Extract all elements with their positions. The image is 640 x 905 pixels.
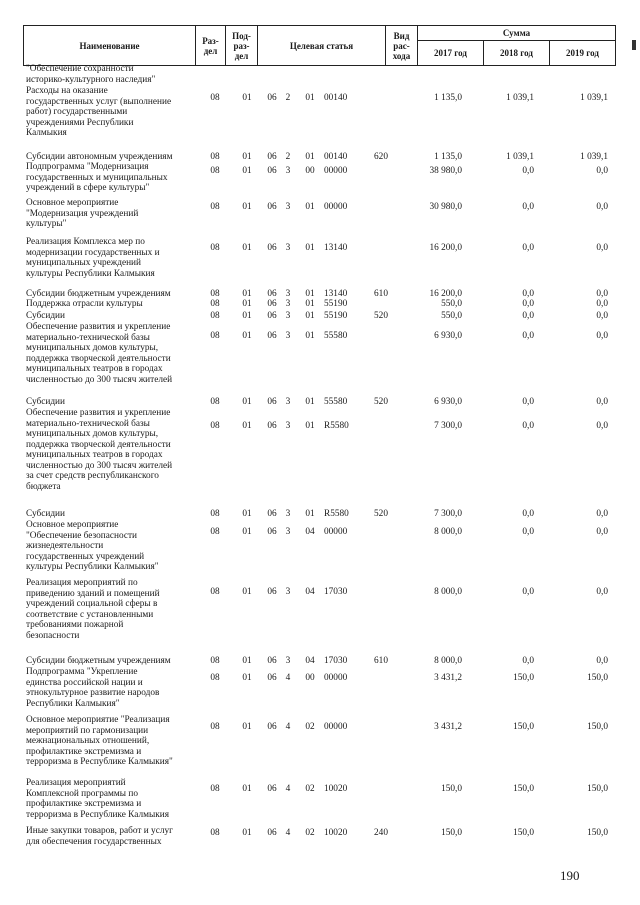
cell-s18: 1 039,1 [506, 152, 534, 162]
cell-razd: 08 [210, 722, 220, 732]
cell-s19: 0,0 [596, 397, 608, 407]
page-number: 190 [560, 868, 580, 883]
cell-s18: 0,0 [522, 397, 534, 407]
cell-s18: 150,0 [513, 673, 534, 683]
cell-podr: 01 [242, 421, 252, 431]
cell-p2: 2 [285, 93, 291, 103]
cell-razd: 08 [210, 166, 220, 176]
cell-vid: 520 [374, 311, 388, 321]
cell-p4: 17030 [324, 656, 348, 666]
row-name [26, 408, 196, 492]
row-name-line: учреждений в сфере культуры" [26, 183, 150, 193]
cell-s19: 0,0 [596, 243, 608, 253]
cell-s17: 7 300,0 [434, 509, 462, 519]
cell-p4: 13140 [324, 289, 348, 299]
header-target: Целевая статья [258, 26, 386, 66]
cell-podr: 01 [242, 509, 252, 519]
cell-razd: 08 [210, 397, 220, 407]
cell-p1: 06 [267, 587, 277, 597]
cell-p3: 04 [305, 587, 315, 597]
row-name-line: профилактике экстремизма и [26, 799, 142, 809]
cell-podr: 01 [242, 152, 252, 162]
cell-s17: 1 135,0 [434, 93, 462, 103]
header-2018: 2018 год [484, 41, 550, 66]
cell-s18: 150,0 [513, 722, 534, 732]
cell-s19: 0,0 [596, 299, 608, 309]
cell-p2: 3 [285, 311, 291, 321]
row-name-line: Реализация мероприятий по [26, 578, 138, 588]
cell-s18: 0,0 [522, 289, 534, 299]
cell-p1: 06 [267, 331, 277, 341]
cell-p2: 3 [285, 331, 291, 341]
cell-podr: 01 [242, 202, 252, 212]
cell-p1: 06 [267, 397, 277, 407]
cell-podr: 01 [242, 289, 252, 299]
cell-s17: 550,0 [441, 299, 462, 309]
cell-razd: 08 [210, 527, 220, 537]
cell-p3: 01 [305, 202, 315, 212]
cell-p3: 01 [305, 331, 315, 341]
cell-p3: 04 [305, 656, 315, 666]
row-name [26, 509, 196, 520]
cell-p1: 06 [267, 722, 277, 732]
row-name-line: Субсидии автономным учреждениям [26, 152, 173, 162]
cell-p4: 13140 [324, 243, 348, 253]
cell-p2: 3 [285, 397, 291, 407]
row-name-line: численностью до 300 тысяч жителей [26, 374, 173, 385]
cell-razd: 08 [210, 784, 220, 794]
cell-s18: 0,0 [522, 202, 534, 212]
row-name-line: единства российской нации и [26, 677, 143, 688]
cell-p4: 00000 [324, 673, 348, 683]
row-name-line: требованиями пожарной [26, 620, 124, 630]
cell-p1: 06 [267, 828, 277, 838]
row-name-line: бюджета [26, 481, 61, 492]
cell-p4: R5580 [324, 509, 349, 519]
cell-p3: 02 [305, 828, 315, 838]
header-podrazdel: Под- раз- дел [226, 26, 258, 66]
row-name [26, 715, 196, 768]
row-name-line: Основное мероприятие [26, 520, 119, 530]
cell-s19: 1 039,1 [580, 152, 608, 162]
cell-podr: 01 [242, 722, 252, 732]
row-name-line: муниципальных театров в городах [26, 450, 163, 460]
cell-razd: 08 [210, 331, 220, 341]
cell-s18: 0,0 [522, 421, 534, 431]
row-name-line: Поддержка отрасли культуры [26, 299, 143, 309]
cell-p4: 00000 [324, 166, 348, 176]
cell-s18: 0,0 [522, 527, 534, 537]
cell-vid: 240 [374, 828, 388, 838]
cell-s17: 150,0 [441, 828, 462, 838]
row-name [26, 520, 196, 573]
cell-p4: 55580 [324, 331, 348, 341]
cell-p3: 04 [305, 527, 315, 537]
cell-s18: 0,0 [522, 331, 534, 341]
row-name-line: культуры" [26, 219, 67, 229]
row-name-line: Основное мероприятие "Реализация [26, 715, 170, 725]
row-name-line: муниципальных учреждений [26, 258, 141, 268]
cell-s19: 0,0 [596, 166, 608, 176]
row-name-line: соответствие с установленными [26, 609, 154, 620]
cell-s17: 150,0 [441, 784, 462, 794]
cell-p1: 06 [267, 299, 277, 309]
cell-podr: 01 [242, 784, 252, 794]
cell-p2: 3 [285, 166, 291, 176]
cell-razd: 08 [210, 656, 220, 666]
header-name: Наименование [24, 26, 196, 66]
row-name-line: культуры Республики Калмыкия [26, 268, 155, 279]
cell-s18: 0,0 [522, 509, 534, 519]
cell-p1: 06 [267, 289, 277, 299]
row-name-line: поддержка творческой деятельности [26, 439, 171, 450]
cell-p3: 01 [305, 152, 315, 162]
cell-s17: 8 000,0 [434, 527, 462, 537]
row-name-line: Реализация Комплекса мер по [26, 237, 145, 247]
cell-s17: 8 000,0 [434, 656, 462, 666]
cell-p3: 00 [305, 166, 315, 176]
cell-s19: 0,0 [596, 311, 608, 321]
row-name-line: Реализация мероприятий [26, 778, 126, 788]
row-name [26, 397, 196, 408]
cell-p2: 2 [285, 152, 291, 162]
cell-razd: 08 [210, 509, 220, 519]
cell-razd: 08 [210, 421, 220, 431]
cell-s19: 0,0 [596, 331, 608, 341]
row-name [26, 826, 196, 847]
cell-vid: 610 [374, 656, 388, 666]
cell-s18: 0,0 [522, 311, 534, 321]
cell-podr: 01 [242, 656, 252, 666]
cell-p1: 06 [267, 166, 277, 176]
cell-p4: 00000 [324, 202, 348, 212]
cell-podr: 01 [242, 673, 252, 683]
cell-p3: 01 [305, 243, 315, 253]
cell-p4: 00140 [324, 93, 348, 103]
cell-s17: 1 135,0 [434, 152, 462, 162]
row-name-line: Подпрограмма "Модернизация [26, 162, 149, 172]
row-name-line: Расходы на оказание [26, 86, 108, 96]
row-name-line: государственных услуг (выполнение [26, 96, 172, 107]
cell-s17: 6 930,0 [434, 397, 462, 407]
cell-p1: 06 [267, 527, 277, 537]
row-name-line: терроризма в Республике Калмыкия" [26, 757, 173, 767]
cell-vid: 520 [374, 509, 388, 519]
row-name-line: мероприятий по гармонизации [26, 725, 149, 736]
row-name-line: работ) государственными [26, 107, 128, 117]
cell-s18: 0,0 [522, 656, 534, 666]
cell-s19: 0,0 [596, 656, 608, 666]
row-name [26, 778, 196, 820]
cell-p2: 3 [285, 587, 291, 597]
cell-s18: 150,0 [513, 828, 534, 838]
cell-podr: 01 [242, 299, 252, 309]
row-name-line: безопасности [26, 630, 80, 641]
row-name-line: Иные закупки товаров, работ и услуг [26, 826, 173, 836]
cell-p1: 06 [267, 509, 277, 519]
row-name [26, 667, 196, 709]
row-name-line: Основное мероприятие [26, 198, 119, 208]
row-name-line: материально-технической базы [26, 418, 150, 429]
row-name [26, 152, 196, 163]
row-name-line: за счет средств республиканского [26, 471, 159, 481]
row-name-line: модернизации государственных и [26, 247, 160, 258]
row-name-line: муниципальных театров в городах [26, 364, 163, 374]
row-name [26, 578, 196, 641]
row-name [26, 311, 196, 322]
row-name-line: Республики Калмыкия" [26, 698, 120, 709]
row-name-line: жизнедеятельности [26, 541, 104, 551]
row-name-line: муниципальных домов культуры, [26, 343, 159, 353]
row-name-line: "Обеспечение сохранности [26, 64, 134, 74]
cell-s19: 0,0 [596, 509, 608, 519]
cell-s18: 0,0 [522, 299, 534, 309]
cell-podr: 01 [242, 828, 252, 838]
cell-p4: R5580 [324, 421, 349, 431]
row-name-line: Обеспечение развития и укрепление [26, 408, 171, 418]
cell-s19: 0,0 [596, 289, 608, 299]
row-name-line: Субсидии [26, 509, 66, 519]
cell-s19: 150,0 [587, 673, 608, 683]
cell-s19: 0,0 [596, 202, 608, 212]
cell-p3: 02 [305, 722, 315, 732]
row-name-line: Субсидии бюджетным учреждениям [26, 656, 171, 666]
cell-p2: 4 [285, 784, 291, 794]
row-name-line: Субсидии [26, 311, 66, 321]
cell-podr: 01 [242, 93, 252, 103]
cell-s17: 30 980,0 [429, 202, 462, 212]
cell-vid: 620 [374, 152, 388, 162]
row-name [26, 289, 196, 300]
cell-razd: 08 [210, 243, 220, 253]
cell-s17: 6 930,0 [434, 331, 462, 341]
cell-p3: 01 [305, 93, 315, 103]
cell-razd: 08 [210, 289, 220, 299]
cell-podr: 01 [242, 243, 252, 253]
cell-s19: 0,0 [596, 527, 608, 537]
cell-p2: 3 [285, 421, 291, 431]
row-name-line: для обеспечения государственных [26, 836, 162, 847]
cell-razd: 08 [210, 587, 220, 597]
cell-s17: 550,0 [441, 311, 462, 321]
cell-podr: 01 [242, 587, 252, 597]
header-razdel: Раз- дел [196, 26, 226, 66]
cell-podr: 01 [242, 166, 252, 176]
cell-p4: 55190 [324, 299, 348, 309]
cell-s18: 1 039,1 [506, 93, 534, 103]
cell-p2: 3 [285, 243, 291, 253]
cell-p2: 3 [285, 202, 291, 212]
cell-s17: 7 300,0 [434, 421, 462, 431]
row-name-line: профилактике экстремизма и [26, 746, 142, 757]
cell-p2: 3 [285, 656, 291, 666]
row-name [26, 237, 196, 279]
row-name-line: учреждениями Республики [26, 117, 134, 128]
cell-p4: 00000 [324, 527, 348, 537]
cell-p4: 17030 [324, 587, 348, 597]
cell-p1: 06 [267, 673, 277, 683]
row-name-line: этнокультурное развитие народов [26, 688, 160, 698]
row-name-line: муниципальных домов культуры, [26, 429, 159, 439]
row-name-line: учреждений социальной сферы в [26, 599, 158, 609]
cell-p4: 00140 [324, 152, 348, 162]
cell-s19: 150,0 [587, 784, 608, 794]
cell-razd: 08 [210, 828, 220, 838]
row-name-line: материально-технической базы [26, 332, 150, 343]
row-name-line: Комплексной программы по [26, 788, 138, 799]
cell-s19: 1 039,1 [580, 93, 608, 103]
row-name [26, 162, 196, 194]
cell-p2: 3 [285, 289, 291, 299]
cell-podr: 01 [242, 331, 252, 341]
row-name-line: "Модернизация учреждений [26, 208, 139, 219]
cell-s17: 3 431,2 [434, 722, 462, 732]
row-name [26, 322, 196, 385]
cell-p3: 01 [305, 289, 315, 299]
row-name [26, 198, 196, 230]
cell-p3: 01 [305, 509, 315, 519]
cell-s18: 0,0 [522, 243, 534, 253]
cell-p3: 00 [305, 673, 315, 683]
row-name-line: культуры Республики Калмыкия" [26, 562, 159, 572]
cell-razd: 08 [210, 673, 220, 683]
cell-p2: 4 [285, 673, 291, 683]
cell-razd: 08 [210, 152, 220, 162]
cell-p4: 55190 [324, 311, 348, 321]
row-name-line: Субсидии бюджетным учреждениям [26, 289, 171, 299]
row-name-line: Субсидии [26, 397, 66, 407]
cell-p4: 10020 [324, 828, 348, 838]
row-name-line: Обеспечение развития и укрепление [26, 322, 171, 332]
cell-s17: 16 200,0 [429, 243, 462, 253]
row-name-line: "Обеспечение безопасности [26, 530, 138, 541]
cell-p3: 01 [305, 397, 315, 407]
cell-p2: 4 [285, 828, 291, 838]
header-2019: 2019 год [550, 41, 616, 66]
cell-p1: 06 [267, 311, 277, 321]
cell-s19: 150,0 [587, 722, 608, 732]
cell-s18: 0,0 [522, 166, 534, 176]
row-name [26, 656, 196, 667]
cell-podr: 01 [242, 311, 252, 321]
cell-p2: 3 [285, 299, 291, 309]
cell-razd: 08 [210, 93, 220, 103]
cell-s17: 3 431,2 [434, 673, 462, 683]
row-name-line: Подпрограмма "Укрепление [26, 667, 138, 677]
row-name-line: терроризма в Республике Калмыкия [26, 809, 169, 820]
scan-edge-mark [632, 40, 636, 50]
cell-vid: 520 [374, 397, 388, 407]
row-name [26, 299, 196, 310]
cell-p3: 02 [305, 784, 315, 794]
row-name-line: государственных и муниципальных [26, 172, 168, 183]
cell-podr: 01 [242, 527, 252, 537]
cell-razd: 08 [210, 202, 220, 212]
cell-s19: 0,0 [596, 587, 608, 597]
header-vid: Вид рас- хода [386, 26, 418, 66]
row-name-line: государственных учреждений [26, 551, 145, 562]
row-name [26, 86, 196, 139]
cell-p1: 06 [267, 243, 277, 253]
cell-p4: 55580 [324, 397, 348, 407]
cell-p2: 3 [285, 509, 291, 519]
cell-s19: 150,0 [587, 828, 608, 838]
row-name-line: поддержка творческой деятельности [26, 353, 171, 364]
cell-vid: 610 [374, 289, 388, 299]
cell-razd: 08 [210, 311, 220, 321]
row-name-line: историко-культурного наследия" [26, 74, 156, 85]
cell-p1: 06 [267, 202, 277, 212]
cell-p1: 06 [267, 152, 277, 162]
header-sum: Сумма [418, 26, 616, 41]
cell-s18: 150,0 [513, 784, 534, 794]
cell-s17: 8 000,0 [434, 587, 462, 597]
cell-s17: 16 200,0 [429, 289, 462, 299]
row-name-line: межнациональных отношений, [26, 736, 150, 746]
row-name-line: численностью до 300 тысяч жителей [26, 460, 173, 471]
cell-s17: 38 980,0 [429, 166, 462, 176]
cell-p1: 06 [267, 93, 277, 103]
cell-p4: 00000 [324, 722, 348, 732]
cell-s18: 0,0 [522, 587, 534, 597]
cell-razd: 08 [210, 299, 220, 309]
cell-podr: 01 [242, 397, 252, 407]
cell-p3: 01 [305, 299, 315, 309]
cell-p3: 01 [305, 311, 315, 321]
cell-p3: 01 [305, 421, 315, 431]
cell-p1: 06 [267, 421, 277, 431]
cell-p2: 4 [285, 722, 291, 732]
cell-s19: 0,0 [596, 421, 608, 431]
row-name-line: приведению зданий и помещений [26, 588, 160, 599]
cell-p1: 06 [267, 656, 277, 666]
cell-p1: 06 [267, 784, 277, 794]
row-name-line: Калмыкия [26, 128, 67, 138]
cell-p2: 3 [285, 527, 291, 537]
row-name [26, 64, 196, 85]
header-2017: 2017 год [418, 41, 484, 66]
cell-p4: 10020 [324, 784, 348, 794]
